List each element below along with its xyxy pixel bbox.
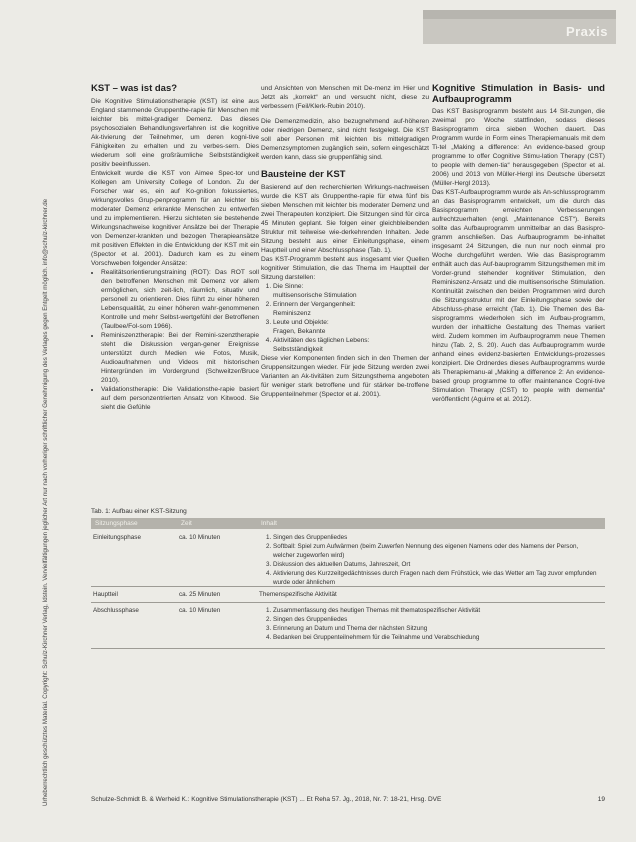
table-cell-content <box>259 533 599 587</box>
table-caption: Tab. 1: Aufbau einer KST-Sitzung <box>91 508 187 515</box>
paragraph: Diese vier Komponenten finden sich in den Themen der Gruppensitzungen wieder. Für jede Sitzung werden zwei Varianten an Ak-tivitäten zum Sitzungsthema angeboten für weniger stark betroffene und für stärker be-troffene Gruppenteilnehmer (Spector et al. 2001). <box>261 354 429 398</box>
table-divider <box>91 586 605 587</box>
paragraph: Das KST Basisprogramm besteht aus 14 Sit-zungen, die zweimal pro Woche stattfinden, sodass dieses Basisprogramm circa sieben Wochen dauert. Das Programm wurde in Form eines Therapiemanuals mit dem Ti-tel „Making a difference: An evidence-based group programme to offer Cognitive Stimu-lation Therapy (CST) to people with demen-tia“ herausgegeben (Spector et al. 2006) und 2013 von Müller-Hergl ins Deutsche übersetzt (Müller-Hergl 2013). <box>432 108 605 187</box>
table-cell-content <box>259 590 599 599</box>
heading-what-is-kst: KST – was ist das? <box>91 83 178 94</box>
list-item: 1. Die Sinne: multisensorische Stimulation <box>273 282 429 300</box>
list-item: 2. Erinnern der Vergangenheit: Reminiszenz <box>273 300 429 318</box>
list-item: • Reminiszenztherapie: Bei der Remini-szenztherapie steht die Diskussion vergan-gener Ereignisse unterstützt durch Medien wie Fotos, Musik, Audioaufnahmen und Videos mit historischen Hintergründen im Vordergrund (Schweitzer/Bruce 2010). <box>101 331 259 385</box>
column-header: Zeit <box>181 520 192 527</box>
header-stripe <box>423 10 616 19</box>
table-cell-content <box>259 606 599 642</box>
heading-bausteine: Bausteine der KST <box>261 169 346 180</box>
paragraph: Basierend auf den recherchierten Wirkungs-nachweisen wurde die KST als Gruppenthe-rapie für etwa fünf bis sieben Menschen mit leichter bis moderater Demenz und zwei Therapeuten konzipiert. Die Sitzungen sind für circa 45 Minuten geplant. Sie folgen einer gleichbleibenden Struktur mit teilweise wie-derkehrenden Inhalten. Jede Sitzung besteht aus einer Einleitungsphase, einem Hauptteil und einer Abschlussphase (Tab. 1). <box>261 183 429 254</box>
list-item: 3. Diskussion des aktuellen Datums, Jahreszeit, Ort <box>273 560 599 569</box>
copyright-side-note: Urheberrechtlich geschütztes Material. Copyright: Schulz-Kirchner Verlag, Idstein. Vervielfältigungen jeglicher Art nur nach vorheriger schriftlicher Genehmigung des Verlages gegen Entgelt möglich. info@schulz-kirchner.de <box>42 198 49 806</box>
components-list <box>261 282 429 354</box>
list-item: • Validationstherapie: Die Validationsthe-rapie basiert auf dem personzentrierten Ansatz von Kitwood. Sie sieht die Gefühle <box>101 385 259 412</box>
paragraph: Die Kognitive Stimulationstherapie (KST) ist eine aus England stammende Gruppenthe-rapie für Menschen mit leichter bis mittel-gradiger Demenz. Das dieses psychosozialen Behandlungsverfahren ist die kognitive Ak-tivierung der Teilnehmer, um deren kogni-tive Fähigkeiten zu erhalten und zu verbes-sern. Dies wiederum soll eine großräumliche Selbstständigkeit positiv beeinflussen. <box>91 97 259 168</box>
column-header: Inhalt <box>261 520 277 527</box>
paragraph: und Ansichten von Menschen mit De-menz im Hier und Jetzt als „korrekt“ an und versucht nicht, diese zu verbessern (Feil/Klerk-Rubin 2010). <box>261 85 429 110</box>
table-cell-time: ca. 10 Minuten <box>179 607 221 614</box>
footer-citation: Schulze-Schmidt B. & Werheid K.: Kognitive Stimulationstherapie (KST) ... Et Reha 57. Jg., 2018, Nr. 7: 18-21, Hrsg. DVE <box>91 796 442 803</box>
table-divider <box>91 602 605 603</box>
table-header <box>91 518 605 529</box>
list-item: 3. Leute und Objekte: Fragen, Bekannte <box>273 318 429 336</box>
list-item: • Realitätsorientierungstraining (ROT): Das ROT soll den betroffenen Menschen mit Demenz vor allem ermöglichen, sich zeit-lich, räumlich, situativ und personell zu orientieren. Dies führt zu einer höheren Lebensqualität, zu einer höheren wahr-genommenen Kontrolle und mehr Selbst-wertgefühl der Betroffenen (Taulbee/Fol-som 1966). <box>101 268 259 331</box>
column-1 <box>91 84 259 412</box>
table-divider <box>91 648 605 649</box>
section-header-band <box>423 10 616 44</box>
table-cell-time: ca. 25 Minuten <box>179 591 221 598</box>
table-cell-phase: Abschlussphase <box>93 607 139 614</box>
list-item: 4. Aktivitäten des täglichen Lebens: Selbstständigkeit <box>273 336 429 354</box>
table-cell-text: Themenspezifische Aktivität <box>259 591 337 598</box>
list-item: 4. Bedanken bei Gruppenteilnehmern für die Teilnahme und Verabschiedung <box>273 633 599 642</box>
list-item: 2. Softball: Spiel zum Aufwärmen (beim Zuwerfen Nennung des eigenen Namens oder des Namens der Person, welcher zugeworfen wird) <box>273 542 599 560</box>
list-item: 4. Aktivierung des Kurzzeitgedächtnisses durch Fragen nach dem Frühstück, wie das Wetter am Tag zuvor empfunden wurde oder ähnlichem <box>273 569 599 587</box>
list-item: 1. Singen des Gruppenliedes <box>273 533 599 542</box>
list-item: 3. Erinnerung an Datum und Thema der nächsten Sitzung <box>273 624 599 633</box>
column-2 <box>261 84 429 399</box>
heading-basis-aufbau: Kognitive Stimulation in Basis- und Aufbauprogramm <box>432 83 605 105</box>
list-item: 2. Singen des Gruppenliedes <box>273 615 599 624</box>
page-number: 19 <box>597 796 605 803</box>
paragraph: Das KST-Aufbauprogramm wurde als An-schlussprogramm an das Basisprogramm entwickelt, um die durch das Basisprogramm erreichten Verbesserungen aufrechtzuerhalten (engl. „Maintenance CST“). Bereits sollte das Aufbauprogramm unmittelbar an das Basispro-gramm anschließen. Das Aufbauprogramm be-inhaltet insgesamt 24 Sitzungen, die nun nur noch einmal pro Woche durchgeführt werden. Wie das Basisprogramm enthält auch das Auf-bauprogramm Sitzungsthemen mit im Vorder-grund stehender kognitiver Stimulation, den Reminiszenz-Ansatz und die multisensorische Stimulation. Kontinuität zwischen den beiden Programmen wird durch die Sitzungsstruktur mit der Einleitungsphase sowie der Abschluss-phase erreicht (Tab. 1). Die Themen des Ba-sisprogramms wiederholen sich im Aufbau-programm, wurden der inhaltliche Gestaltung des Themas variiert wird. Zudem kommen im Aufbauprogramm neue Themen hinzu (Tab. 2, S. 20). Auch das Aufbauprogramm wurde anhand eines evidenz-basierten Entwicklungs-prozesses konzipiert. Die Ordnerdes dieses Aufbauprogramms wurde als Therapiemanu-al „Making a difference 2: An evidence-based group programme to offer maintenance Cogni-tive Stimulation Therapy (CST) to people with dementia“ veröffentlicht (Aguirre et al. 2012). <box>432 189 605 403</box>
table-cell-phase: Einleitungsphase <box>93 534 141 541</box>
paragraph: Die Demenzmedizin, also bezugnehmend auf-höheren oder niedrigen Demenz, sind nicht festgelegt. Die KST soll aber Personen mit leichten bis mittelgradigen Demenzsymptomen zugänglich sein, sofern eingeschätzt werden kann, dass sie gruppenfähig sind. <box>261 118 429 161</box>
table-cell-time: ca. 10 Minuten <box>179 534 221 541</box>
paragraph: Das KST-Programm besteht aus insgesamt vier Quellen kognitiver Stimulation, die das Thema im Hauptteil der Sitzung darstellen: <box>261 255 429 281</box>
approach-list <box>91 268 259 412</box>
table-cell-phase: Hauptteil <box>93 591 118 598</box>
column-3 <box>432 84 605 404</box>
list-item: 1. Zusammenfassung des heutigen Themas mit thematospezifischer Aktivität <box>273 606 599 615</box>
column-header: Sitzungsphase <box>95 520 138 527</box>
page-footer <box>91 796 605 803</box>
section-label: Praxis <box>565 24 608 39</box>
paragraph: Entwickelt wurde die KST von Aimee Spec-tor und Kollegen am University College of London. Zu der Forscher war es, ein auf Ko-gnition fokussiertes, wirkungsvolles Grup-penprogramm für an leichter bis moderater Demenz erkrankte Menschen zu entwerfen und zu implementieren. Hierzu sichteten sie bestehende Wirkungsnachweise kognitiver Ansätze bei der Therapie von Demenzer-krankten und bezogen Therapieansätze mit positiven Effekten in die Entwicklung der KST mit ein (Spector et al. 2001). Dadurch kam es zu einem Vorschweben folgender Ansätze: <box>91 169 259 267</box>
